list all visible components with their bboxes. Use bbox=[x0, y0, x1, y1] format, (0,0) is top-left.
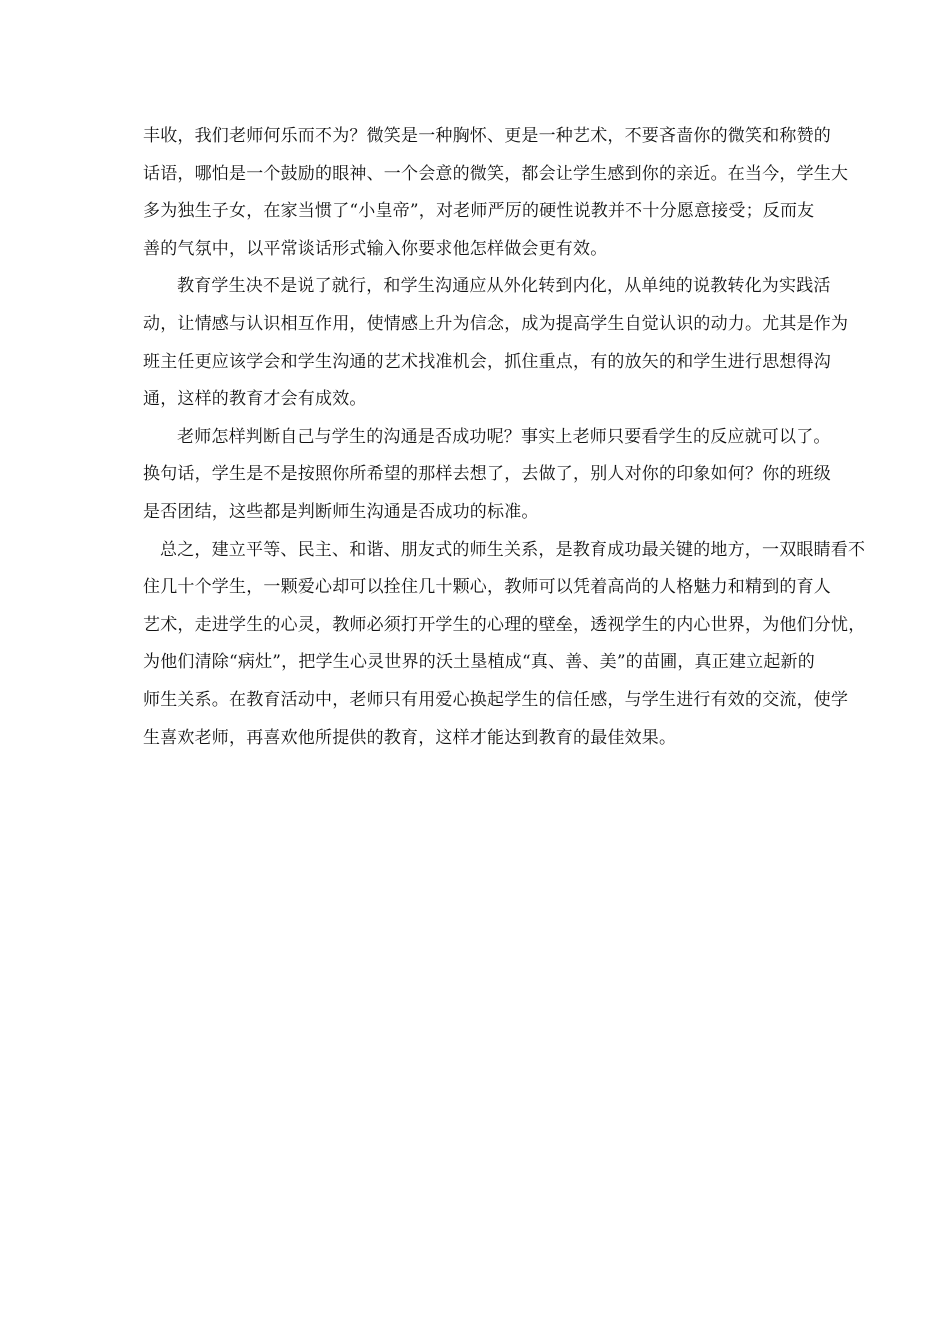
text-line: 住几十个学生，一颗爱心却可以拴住几十颗心，教师可以凭着高尚的人格魅力和精到的育人 bbox=[143, 577, 831, 598]
paragraph-smile bbox=[143, 118, 849, 268]
text-line: 换句话，学生是不是按照你所希望的那样去想了，去做了，别人对你的印象如何？你的班级 bbox=[143, 464, 831, 485]
paragraph-judgement bbox=[143, 419, 831, 532]
text-line: 动，让情感与认识相互作用，使情感上升为信念，成为提高学生自觉认识的动力。尤其是作为 bbox=[143, 313, 849, 334]
text-line: 生喜欢老师，再喜欢他所提供的教育，这样才能达到教育的最佳效果。 bbox=[143, 727, 677, 748]
text-line: 教育学生决不是说了就行，和学生沟通应从外化转到内化，从单纯的说教转化为实践活 bbox=[177, 276, 831, 297]
text-line: 善的气氛中，以平常谈话形式输入你要求他怎样做会更有效。 bbox=[143, 238, 608, 259]
paragraph-conclusion bbox=[143, 532, 866, 758]
text-line: 为他们清除“病灶”，把学生心灵世界的沃土垦植成“真、善、美”的苗圃，真正建立起新的 bbox=[143, 652, 815, 673]
text-line: 总之，建立平等、民主、和谐、朋友式的师生关系，是教育成功最关键的地方，一双眼睛看不 bbox=[160, 539, 866, 560]
text-line: 老师怎样判断自己与学生的沟通是否成功呢？事实上老师只要看学生的反应就可以了。 bbox=[177, 426, 831, 447]
text-line: 班主任更应该学会和学生沟通的艺术找准机会，抓住重点，有的放矢的和学生进行思想得沟 bbox=[143, 351, 831, 372]
body-text bbox=[143, 118, 866, 757]
text-line: 多为独生子女，在家当惯了“小皇帝”，对老师严厉的硬性说教并不十分愿意接受；反而友 bbox=[143, 201, 815, 222]
text-line: 艺术，走进学生的心灵，教师必须打开学生的心理的壁垒，透视学生的内心世界，为他们分忧， bbox=[143, 614, 866, 635]
text-line: 通，这样的教育才会有成效。 bbox=[143, 389, 367, 410]
text-line: 师生关系。在教育活动中，老师只有用爱心换起学生的信任感，与学生进行有效的交流，使学 bbox=[143, 689, 849, 710]
text-line: 是否团结，这些都是判断师生沟通是否成功的标准。 bbox=[143, 501, 539, 522]
paragraph-communication bbox=[143, 268, 849, 418]
text-line: 丰收，我们老师何乐而不为？微笑是一种胸怀、更是一种艺术，不要吝啬你的微笑和称赞的 bbox=[143, 126, 831, 146]
text-line: 话语，哪怕是一个鼓励的眼神、一个会意的微笑，都会让学生感到你的亲近。在当今，学生大 bbox=[143, 163, 849, 184]
